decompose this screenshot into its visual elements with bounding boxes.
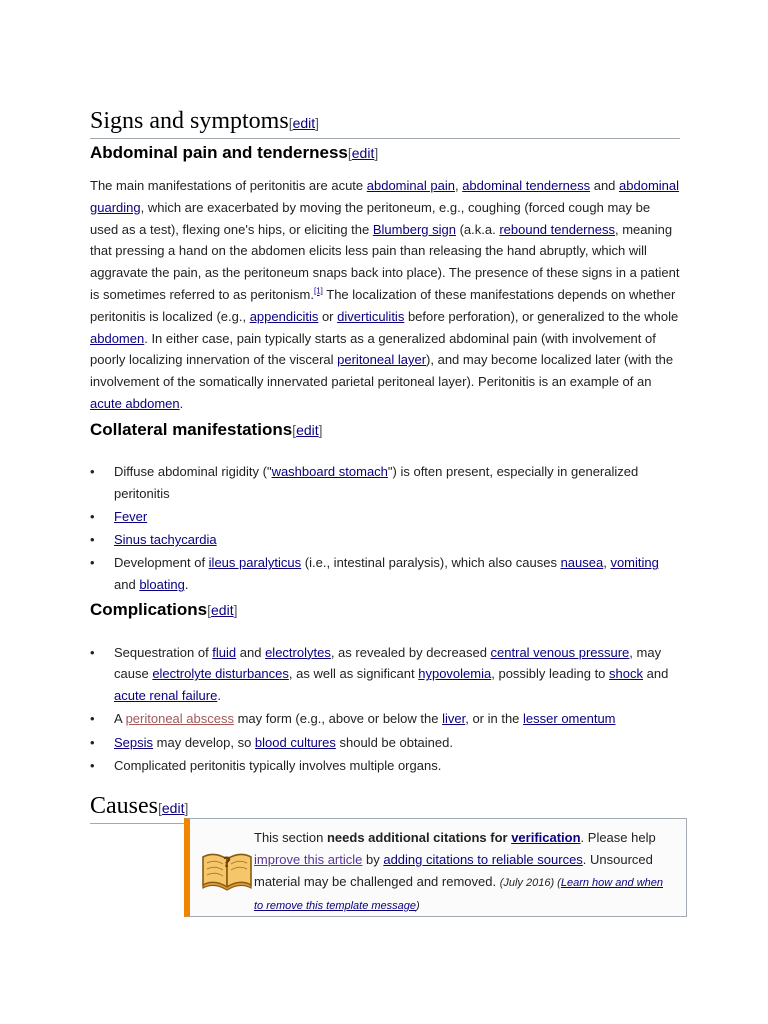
heading-complications-text: Complications xyxy=(90,599,208,619)
text: , or in the xyxy=(465,711,524,727)
text: Development of xyxy=(114,555,209,571)
list-item xyxy=(90,461,680,505)
text: This section xyxy=(254,830,327,845)
link-hypovolemia[interactable]: hypovolemia xyxy=(418,666,492,682)
edit-section-abdominal-pain: [edit] xyxy=(347,145,379,161)
text: ) xyxy=(416,900,420,912)
text: (a.k.a. xyxy=(455,221,500,237)
heading-signs-and-symptoms xyxy=(90,106,680,139)
link-vomiting[interactable]: vomiting xyxy=(610,555,659,571)
text: ( xyxy=(554,877,561,889)
link-peritoneal-abscess[interactable]: peritoneal abscess xyxy=(125,711,234,727)
link-lesser-omentum[interactable]: lesser omentum xyxy=(523,711,616,727)
citation-needed-notice xyxy=(184,818,687,917)
edit-section-causes: [edit] xyxy=(158,799,189,816)
link-abdomen[interactable]: abdomen xyxy=(90,330,145,346)
text: and xyxy=(590,178,620,193)
list-collateral-manifestations xyxy=(90,461,680,596)
heading-collateral-manifestations xyxy=(90,418,680,442)
svg-text:?: ? xyxy=(222,855,232,871)
book-question-icon xyxy=(200,847,254,891)
link-rebound-tenderness[interactable]: rebound tenderness xyxy=(499,221,615,237)
link-abdominal-tenderness[interactable]: abdominal tenderness xyxy=(462,178,591,193)
edit-section-collateral: [edit] xyxy=(292,421,323,438)
link-adding-citations[interactable]: adding citations to reliable sources xyxy=(383,852,583,867)
text: The main manifestations of peritonitis are acute xyxy=(90,178,367,193)
edit-link[interactable]: edit xyxy=(292,115,316,131)
link-sinus-tachycardia[interactable]: Sinus tachycardia xyxy=(114,532,217,548)
heading-collateral-text: Collateral manifestations xyxy=(90,419,293,439)
text: , possibly leading to xyxy=(491,666,610,682)
link-fever[interactable]: Fever xyxy=(114,508,148,524)
list-item xyxy=(90,732,680,754)
link-appendicitis[interactable]: appendicitis xyxy=(249,308,319,324)
text: may form (e.g., above or below the xyxy=(233,711,443,727)
text: before perforation), or generalized to the whole xyxy=(404,308,679,324)
text: , xyxy=(454,178,463,193)
text: ") is often present, especially in generalized peritonitis xyxy=(114,463,639,501)
text: . xyxy=(184,577,189,593)
link-ileus-paralyticus[interactable]: ileus paralyticus xyxy=(208,555,302,571)
heading-abdominal-pain xyxy=(90,141,680,165)
link-fluid[interactable]: fluid xyxy=(212,644,237,660)
notice-date: (July 2016) xyxy=(499,877,555,889)
link-electrolyte-disturbances[interactable]: electrolyte disturbances xyxy=(152,666,289,682)
link-central-venous-pressure[interactable]: central venous pressure xyxy=(490,644,630,660)
text: . In either case, pain typically starts as a generalized abdominal pain (with involvement of poorly localizing innervation of the visceral xyxy=(90,330,656,368)
link-blumberg-sign[interactable]: Blumberg sign xyxy=(372,221,456,237)
text: . xyxy=(217,688,221,704)
list-complications xyxy=(90,642,680,777)
text: , as revealed by decreased xyxy=(330,644,491,660)
reference-1[interactable]: [1] xyxy=(313,286,323,296)
text: (i.e., intestinal paralysis), which also causes xyxy=(301,555,561,571)
text: A xyxy=(114,711,126,727)
link-washboard-stomach[interactable]: washboard stomach xyxy=(271,463,388,479)
list-item xyxy=(90,529,680,551)
link-liver[interactable]: liver xyxy=(442,711,466,727)
link-sepsis[interactable]: Sepsis xyxy=(114,734,154,750)
link-shock[interactable]: shock xyxy=(609,666,643,682)
list-item xyxy=(90,708,680,730)
text: , xyxy=(603,555,611,571)
edit-link[interactable]: edit xyxy=(161,799,185,816)
text: The localization of these manifestations depends on whether peritonitis is localized (e.g., xyxy=(90,286,676,324)
article-content xyxy=(90,106,680,824)
link-acute-abdomen[interactable]: acute abdomen xyxy=(90,395,180,411)
text: or xyxy=(318,308,338,324)
text: . Unsourced material may be challenged and removed. xyxy=(254,852,653,889)
heading-signs-text: Signs and symptoms xyxy=(90,108,289,134)
list-item xyxy=(90,506,680,528)
edit-section-signs: [edit] xyxy=(288,115,320,131)
link-bloating[interactable]: bloating xyxy=(139,577,185,593)
link-peritoneal-layer[interactable]: peritoneal layer xyxy=(337,352,427,368)
text: and xyxy=(236,644,266,660)
text: Complicated peritonitis typically involves multiple organs. xyxy=(114,758,442,774)
text: and xyxy=(643,666,669,682)
link-diverticulitis[interactable]: diverticulitis xyxy=(337,308,405,324)
link-improve-this-article[interactable]: improve this article xyxy=(254,852,363,867)
text: and xyxy=(114,577,140,593)
edit-link[interactable]: edit xyxy=(211,601,234,618)
text: , may cause xyxy=(114,644,662,682)
link-abdominal-pain[interactable]: abdominal pain xyxy=(366,178,455,193)
text: by xyxy=(362,852,384,867)
text: may develop, so xyxy=(153,734,255,750)
link-learn-how-to-remove[interactable]: Learn how and when to remove this template message xyxy=(254,877,663,912)
link-acute-renal-failure[interactable]: acute renal failure xyxy=(114,688,218,704)
link-abdominal-guarding[interactable]: abdominal guarding xyxy=(90,178,680,215)
list-item xyxy=(90,755,680,777)
edit-section-complications: [edit] xyxy=(207,601,238,618)
notice-text xyxy=(254,827,674,917)
edit-link[interactable]: edit xyxy=(296,421,319,438)
heading-complications xyxy=(90,598,680,622)
link-electrolytes[interactable]: electrolytes xyxy=(265,644,331,660)
heading-causes-text: Causes xyxy=(90,792,158,819)
text: Sequestration of xyxy=(114,644,213,660)
list-item xyxy=(90,642,680,707)
heading-abdominal-pain-text: Abdominal pain and tenderness xyxy=(90,143,348,162)
text: , which are exacerbated by moving the peritoneum, e.g., coughing (forced cough may be used as a test), flexing one's hips, or eliciting the xyxy=(90,199,651,237)
paragraph-abdominal-pain xyxy=(90,175,680,415)
list-item xyxy=(90,552,680,596)
text-bold: needs additional citations for xyxy=(326,830,512,845)
link-nausea[interactable]: nausea xyxy=(560,555,604,571)
text: . xyxy=(179,395,184,411)
text: ), and may become localized later (with the involvement of the somatically innervated parietal peritoneal layer). Peritonitis is an example of an xyxy=(90,352,674,390)
link-verification[interactable]: verification xyxy=(511,830,581,845)
text: . Please help xyxy=(580,830,656,845)
edit-link[interactable]: edit xyxy=(351,145,375,161)
text: , meaning that pressing a hand on the abdomen elicits less pain than releasing the hand abruptly, which will aggravate the pain, as the peritoneum snaps back into place). The presence of these signs in a patient is sometimes referred to as peritonism. xyxy=(90,221,680,302)
text: , as well as significant xyxy=(288,666,419,682)
link-blood-cultures[interactable]: blood cultures xyxy=(254,734,336,750)
text: should be obtained. xyxy=(335,734,453,750)
text: Diffuse abdominal rigidity (" xyxy=(114,463,272,479)
